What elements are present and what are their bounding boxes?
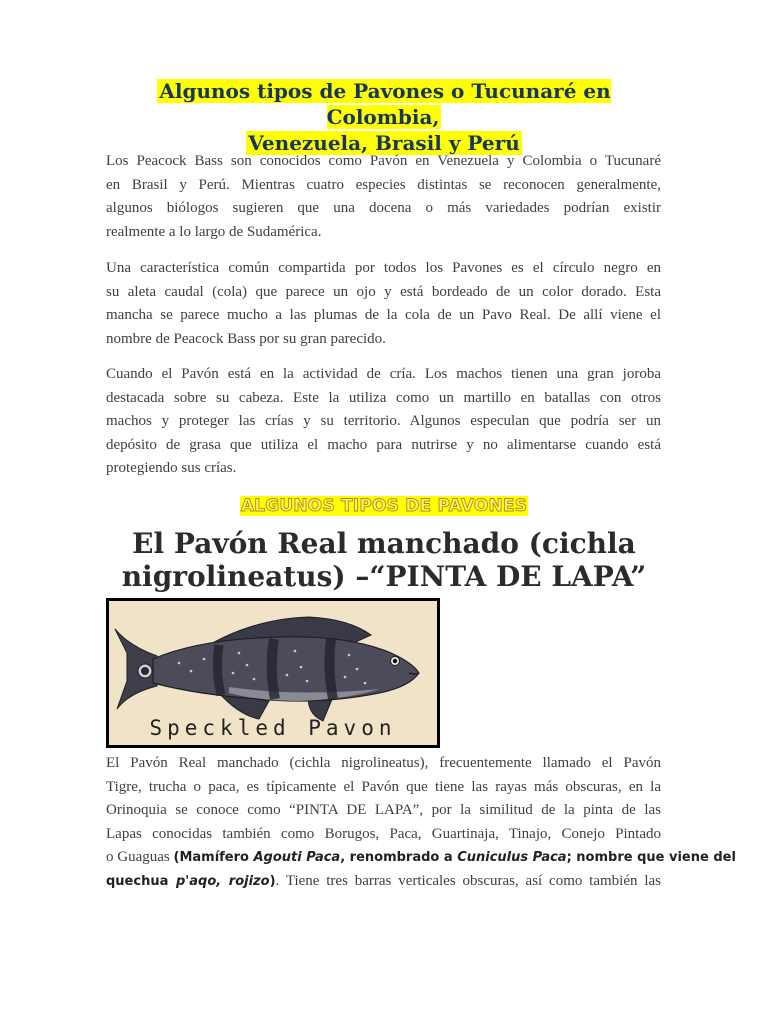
bold-text-run: ; nombre que viene del (566, 850, 736, 865)
text-line: realmente a lo largo de Sudamérica. (106, 223, 322, 240)
species-title-line-2: nigrolineatus) –“PINTA DE LAPA” (121, 560, 647, 593)
paragraph-species-description (106, 752, 736, 893)
text-line: El Pavón Real manchado (cichla nigrolineatus), frecuentemente llamado el Pavón (106, 755, 661, 771)
text-line: machos y proteger las crías y su territorio. Algunos especulan que podría ser un (106, 413, 661, 429)
text-line: depósito de grasa que utiliza el macho para nutrirse y no alimentarse cuando está (106, 436, 661, 453)
title-line-2: Venezuela, Brasil y Perú (248, 131, 520, 155)
text-line: Los Peacock Bass son conocidos como Pavón en Venezuela y Colombia o Tucunaré (106, 153, 661, 169)
text-line: Tigre, trucha o paca, es típicamente el Pavón que tiene las rayas más obscuras, en la (106, 778, 661, 795)
bold-text-run: (Mamífero (173, 850, 254, 865)
text-line: Cuando el Pavón está en la actividad de cría. Los machos tienen una gran joroba (106, 366, 661, 382)
text-line: Orinoquia se conoce como “PINTA DE LAPA”, por la similitud de la pinta de las (106, 802, 661, 818)
text-line (106, 846, 736, 870)
text-line: destacada sobre su cabeza. Este la utiliza como un martillo en batallas con otros (106, 389, 661, 406)
text-line: nombre de Peacock Bass por su gran parecido. (106, 330, 386, 347)
document-title (100, 78, 668, 156)
text-line: algunos biólogos sugieren que una docena o más variedades podrían existir (106, 200, 661, 216)
text-line: Una característica común compartida por todos los Pavones es el círculo negro en (106, 260, 661, 276)
text-line: su aleta caudal (cola) que parece un ojo y está bordeado de un color dorado. Esta (106, 283, 661, 300)
text-line: Lapas conocidas también como Borugos, Paca, Guartinaja, Tinajo, Conejo Pintado (106, 825, 661, 842)
text-line: en Brasil y Perú. Mientras cuatro especies distintas se reconocen generalmente, (106, 176, 661, 193)
fish-image-frame (106, 598, 440, 748)
paragraph-characteristic (106, 257, 661, 351)
image-caption: Speckled Pavon (149, 716, 397, 740)
paragraph-breeding (106, 363, 661, 481)
text-line (106, 870, 661, 894)
bold-text-run: quechua (106, 873, 176, 889)
text-line: protegiendo sus crías. (106, 460, 237, 476)
paragraph-intro (106, 150, 661, 244)
subheading-text: ALGUNOS TIPOS DE PAVONES (240, 496, 528, 516)
bold-italic-text-run: p'aqo, rojizo (175, 873, 270, 889)
title-line-1: Algunos tipos de Pavones o Tucunaré en Colombia, (159, 79, 611, 129)
text-run: o Guaguas (106, 849, 174, 865)
bold-italic-text-run: Agouti Paca (253, 850, 341, 865)
bold-italic-text-run: Cuniculus Paca (457, 850, 567, 865)
text-line: mancha se parece mucho a las plumas de la cola de un Pavo Real. De allí viene el (106, 307, 661, 323)
text-run: . Tiene tres barras verticales obscuras, así como también las (275, 872, 661, 889)
bold-text-run: ) (269, 873, 276, 889)
speckled-pavon-fish-image (109, 601, 437, 745)
species-title (100, 527, 668, 593)
section-subheading (100, 494, 668, 518)
bold-text-run: , renombrado a (340, 850, 458, 865)
species-title-line-1: El Pavón Real manchado (cichla (132, 527, 636, 560)
